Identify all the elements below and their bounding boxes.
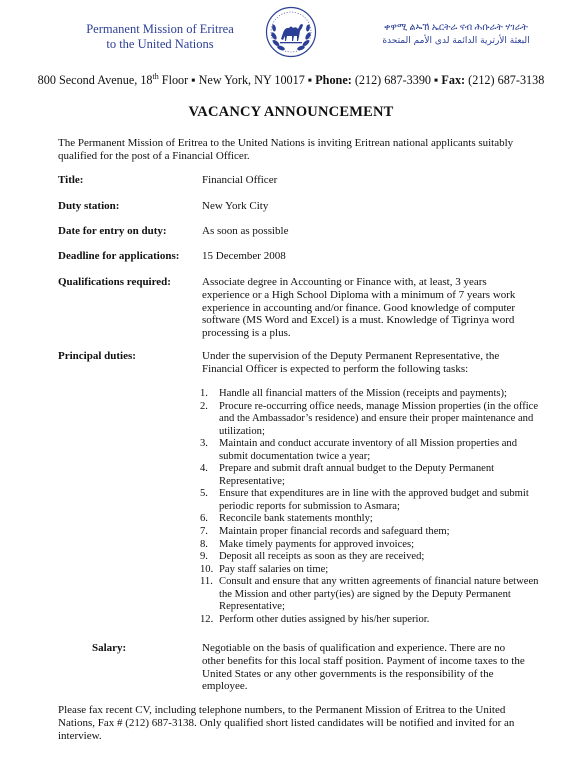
list-item-text: Perform other duties assigned by his/her superior. [219, 613, 430, 625]
list-item-number: 5. [200, 488, 208, 500]
list-item [200, 526, 540, 539]
letterhead [0, 0, 582, 66]
list-item-text: Maintain and conduct accurate inventory of all Mission properties and submit documentation twice a year; [219, 438, 518, 462]
list-item-number: 9. [200, 551, 208, 563]
list-item [200, 488, 540, 513]
list-item-number: 10. [200, 563, 214, 575]
entry-date-label: Date for entry on duty: [58, 225, 167, 237]
list-item-number: 8. [200, 538, 208, 550]
salary-value: Negotiable on the basis of qualification and experience. There are no other benefits for this local staff position. Payment of income taxes to the United States or any other governments is the responsibility of the employee. [202, 642, 525, 693]
principal-duties-intro: Under the supervision of the Deputy Permanent Representative, the Financial Officer is expected to perform the following tasks: [202, 350, 500, 375]
duty-station-label: Duty station: [58, 200, 120, 212]
list-item-number: 11. [200, 576, 213, 588]
list-item-number: 12. [200, 613, 214, 625]
deadline-value: 15 December 2008 [202, 250, 286, 262]
list-item [200, 614, 540, 627]
duty-station-value: New York City [202, 200, 269, 212]
fax-label: Fax: [441, 73, 466, 88]
list-item-text: Reconcile bank statements monthly; [219, 513, 373, 525]
address-city: Floor ▪ New York, NY 10017 ▪ [158, 73, 316, 88]
list-item [200, 401, 540, 439]
list-item-number: 1. [200, 388, 208, 399]
mission-name-native [356, 22, 556, 48]
list-item-text: Handle all financial matters of the Mission (receipts and payments); [219, 388, 508, 399]
list-item [200, 564, 540, 577]
list-item-number: 3. [200, 438, 208, 450]
qualifications-value: Associate degree in Accounting or Finance with, at least, 3 years experience or a High School Diploma with a minimum of 7 years work experience in accounting and/or finance. Good knowledge of computer software (MS Word and Excel) is a must. Knowledge of Tigrinya word processing is a plus. [202, 276, 516, 340]
list-item-text: Maintain proper financial records and safeguard them; [219, 526, 450, 538]
fax-number: (212) 687-3138 [465, 73, 545, 88]
mission-name-tigrinya: ቀዋሚ ልኡኽ ኤርትራ ናብ ሕቡራት ሃገራት [384, 23, 528, 33]
title-value: Financial Officer [202, 174, 278, 186]
list-item [200, 576, 540, 614]
list-item-text: Procure re-occurring office needs, manage Mission properties (in the office and the Ambassador’s residence) and ensure their proper maintenance and utilization; [219, 400, 539, 437]
list-item-text: Pay staff salaries on time; [219, 563, 329, 575]
title-label: Title: [58, 174, 84, 186]
list-item [200, 513, 540, 526]
list-item-number: 6. [200, 513, 208, 525]
list-item [200, 551, 540, 564]
list-item [200, 539, 540, 552]
deadline-label: Deadline for applications: [58, 250, 180, 262]
address-street: 800 Second Avenue, 18 [37, 73, 153, 88]
mission-name-line1: Permanent Mission of Eritrea [86, 22, 234, 36]
mission-name-line2: to the United Nations [106, 36, 214, 51]
list-item-number: 4. [200, 463, 208, 475]
list-item-text: Deposit all receipts as soon as they are received; [219, 551, 425, 563]
list-item [200, 463, 540, 488]
list-item-text: Make timely payments for approved invoices; [219, 538, 415, 550]
mission-name-english [60, 22, 260, 51]
intro-paragraph: The Permanent Mission of Eritrea to the United Nations is inviting Eritrean national applicants suitably qualified for the post of a Financial Officer. [58, 137, 514, 163]
list-item-text: Prepare and submit draft annual budget to the Deputy Permanent Representative; [219, 463, 495, 487]
eritrea-camel-emblem-icon [265, 6, 317, 58]
list-item-number: 7. [200, 526, 208, 538]
page-title: VACANCY ANNOUNCEMENT [188, 104, 394, 120]
list-item-text: Consult and ensure that any written agreements of financial nature between the Mission and other party(ies) are signed by the Deputy Permanent Representative; [219, 576, 539, 613]
duties-list [200, 388, 540, 626]
principal-duties-label: Principal duties: [58, 350, 136, 362]
address-floor-suffix: th [152, 72, 159, 81]
list-item-text: Ensure that expenditures are in line with the approved budget and submit periodic reports for submission to Asmara; [219, 488, 529, 512]
mission-name-arabic: البعثة الأرترية الدائمة لدى الأمم المتحدة [382, 36, 530, 46]
salary-label: Salary: [92, 642, 127, 654]
list-item-number: 2. [200, 400, 208, 412]
list-item [200, 438, 540, 463]
list-item [200, 388, 540, 401]
entry-date-value: As soon as possible [202, 225, 289, 237]
phone-number: (212) 687-3390 ▪ [351, 73, 442, 88]
phone-label: Phone: [315, 73, 352, 88]
qualifications-label: Qualifications required: [58, 276, 171, 288]
mission-address [0, 72, 582, 88]
application-instructions: Please fax recent CV, including telephone numbers, to the Permanent Mission of Eritrea to the United Nations, Fax # (212) 687-3138. Only qualified short listed candidates will be notified and invited for an interview. [58, 704, 515, 743]
